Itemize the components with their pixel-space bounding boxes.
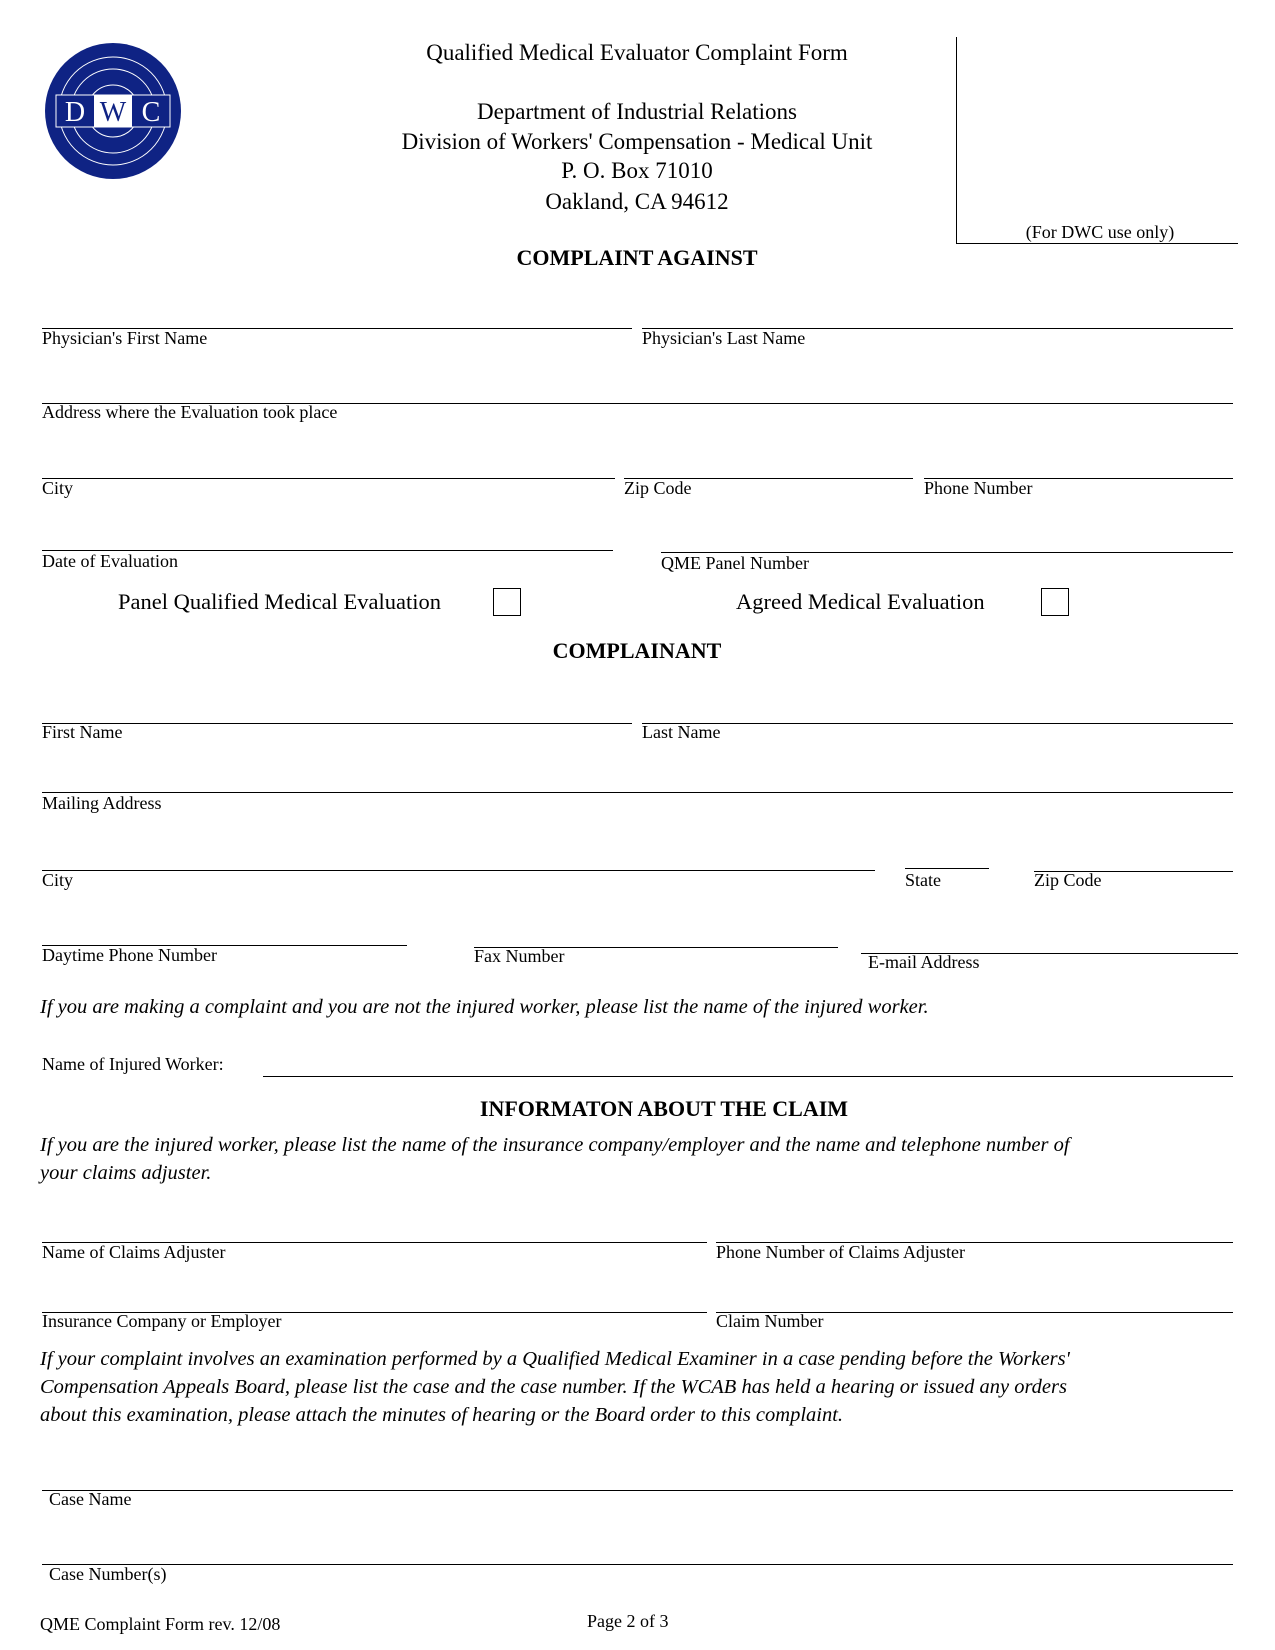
mailing-address-label: Mailing Address bbox=[42, 793, 162, 813]
complainant-heading: COMPLAINANT bbox=[552, 638, 722, 663]
email-label: E-mail Address bbox=[868, 952, 980, 972]
evaluation-zip-label: Zip Code bbox=[624, 478, 692, 498]
case-number-field[interactable] bbox=[42, 1564, 1233, 1565]
address-line-1: Department of Industrial Relations bbox=[476, 99, 798, 124]
evaluation-date-label: Date of Evaluation bbox=[42, 551, 178, 571]
complainant-last-name-label: Last Name bbox=[642, 722, 721, 742]
claim-note-line-1: If you are the injured worker, please list the name of the insurance company/employer and the name and telephone number of bbox=[40, 1134, 1070, 1156]
dwc-logo bbox=[44, 42, 182, 180]
evaluation-address-label: Address where the Evaluation took place bbox=[42, 402, 338, 422]
address-line-3: P. O. Box 71010 bbox=[561, 158, 713, 183]
form-title: Qualified Medical Evaluator Complaint Form bbox=[426, 40, 848, 65]
svg-text:W: W bbox=[99, 97, 127, 128]
agreed-me-checkbox[interactable] bbox=[1041, 588, 1069, 616]
complainant-city-label: City bbox=[42, 870, 74, 890]
injured-worker-field[interactable] bbox=[263, 1076, 1233, 1077]
dwc-box-line bbox=[956, 243, 1238, 244]
complainant-first-name-field[interactable] bbox=[42, 723, 632, 724]
complainant-last-name-field[interactable] bbox=[642, 723, 1233, 724]
claim-note-line-2: your claims adjuster. bbox=[40, 1162, 212, 1184]
complaint-against-heading: COMPLAINT AGAINST bbox=[516, 245, 758, 270]
evaluation-city-label: City bbox=[42, 478, 74, 498]
agreed-me-label: Agreed Medical Evaluation bbox=[736, 589, 985, 614]
address-line-4: Oakland, CA 94612 bbox=[545, 189, 729, 214]
mailing-address-field[interactable] bbox=[42, 792, 1233, 793]
panel-qme-label: Panel Qualified Medical Evaluation bbox=[118, 589, 442, 614]
form-revision: QME Complaint Form rev. 12/08 bbox=[40, 1614, 281, 1634]
physician-first-name-label: Physician's First Name bbox=[42, 328, 208, 348]
case-number-label: Case Number(s) bbox=[49, 1564, 167, 1584]
evaluation-city-field[interactable] bbox=[42, 478, 615, 479]
qme-panel-number-label: QME Panel Number bbox=[661, 553, 809, 573]
page-number: Page 2 of 3 bbox=[587, 1611, 669, 1631]
complainant-state-label: State bbox=[905, 870, 941, 890]
adjuster-phone-label: Phone Number of Claims Adjuster bbox=[716, 1242, 965, 1262]
complainant-first-name-label: First Name bbox=[42, 722, 123, 742]
case-name-field[interactable] bbox=[42, 1490, 1233, 1491]
daytime-phone-label: Daytime Phone Number bbox=[42, 945, 217, 965]
adjuster-name-label: Name of Claims Adjuster bbox=[42, 1242, 226, 1262]
physician-last-name-label: Physician's Last Name bbox=[642, 328, 806, 348]
svg-text:D: D bbox=[64, 97, 86, 128]
injured-worker-note: If you are making a complaint and you are not the injured worker, please list the name of the injured worker. bbox=[40, 996, 929, 1018]
complainant-state-field[interactable] bbox=[905, 868, 989, 869]
wcab-note-line-1: If your complaint involves an examination performed by a Qualified Medical Examiner in a case pending before the Workers' bbox=[40, 1348, 1070, 1370]
physician-phone-label: Phone Number bbox=[924, 478, 1033, 498]
panel-qme-checkbox[interactable] bbox=[493, 588, 521, 616]
complainant-city-field[interactable] bbox=[42, 870, 875, 871]
dwc-use-label: (For DWC use only) bbox=[1025, 222, 1175, 242]
wcab-note-line-2: Compensation Appeals Board, please list the case and the case number. If the WCAB has held a hearing or issued any orders bbox=[40, 1376, 1067, 1398]
claim-number-label: Claim Number bbox=[716, 1311, 824, 1331]
complainant-zip-label: Zip Code bbox=[1034, 870, 1102, 890]
claim-heading: INFORMATON ABOUT THE CLAIM bbox=[479, 1096, 849, 1121]
dwc-box-divider bbox=[956, 37, 957, 243]
injured-worker-label: Name of Injured Worker: bbox=[42, 1054, 224, 1074]
wcab-note-line-3: about this examination, please attach the minutes of hearing or the Board order to this complaint. bbox=[40, 1404, 844, 1426]
case-name-label: Case Name bbox=[49, 1489, 132, 1509]
svg-text:C: C bbox=[141, 97, 161, 128]
address-line-2: Division of Workers' Compensation - Medical Unit bbox=[401, 129, 873, 154]
fax-label: Fax Number bbox=[474, 946, 565, 966]
insurer-label: Insurance Company or Employer bbox=[42, 1311, 282, 1331]
